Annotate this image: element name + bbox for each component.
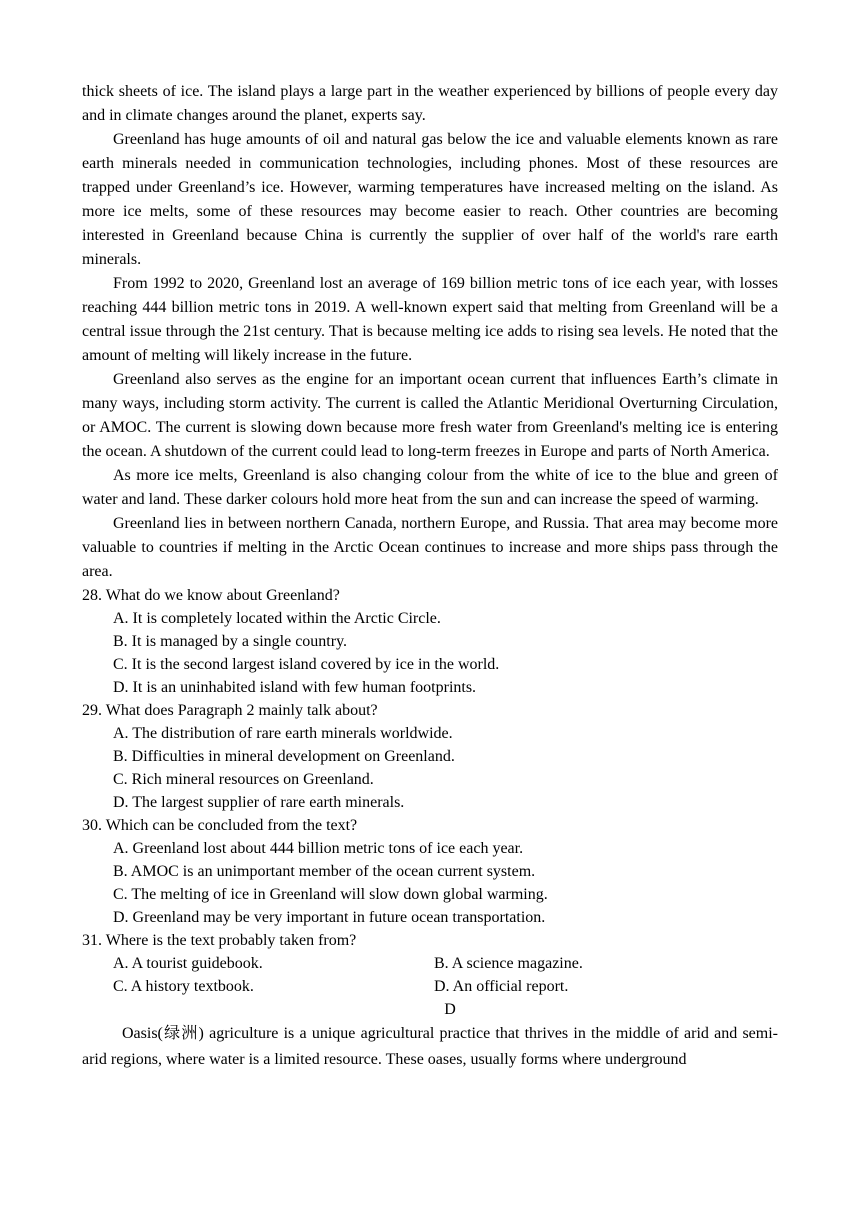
option-c: C. The melting of ice in Greenland will slow down global warming. [113,886,548,903]
option-a: A. It is completely located within the Arctic Circle. [113,610,441,627]
question-stem: 31. Where is the text probably taken from? [82,932,357,949]
question-stem: 30. Which can be concluded from the text? [82,817,358,834]
option-d: D. It is an uninhabited island with few human footprints. [113,679,477,696]
paragraph-location: Greenland lies in between northern Canada, northern Europe, and Russia. That area may become more valuable to countries if melting in the Arctic Ocean continues to increase and more ships pass through the area. [82,515,778,580]
paragraph-continuation: thick sheets of ice. The island plays a large part in the weather experienced by billions of people every day and in climate changes around the planet, experts say. [82,83,778,124]
question-28 [82,584,778,699]
section-letter: D [444,1001,456,1018]
option-b: B. It is managed by a single country. [113,633,348,650]
option-c: C. Rich mineral resources on Greenland. [113,771,374,788]
question-31 [82,929,778,998]
passage-d [82,998,778,1073]
question-29 [82,699,778,814]
paragraph-resources: Greenland has huge amounts of oil and natural gas below the ice and valuable elements known as rare earth minerals needed in communication technologies, including phones. Most of these resources are trapped under Greenland’s ice. However, warming temperatures have increased melting on the island. As more ice melts, some of these resources may become easier to reach. Other countries are becoming interested in Greenland because China is currently the supplier of over half of the world's rare earth minerals. [82,131,778,268]
option-b: B. Difficulties in mineral development on Greenland. [113,748,455,765]
option-d: D. An official report. [434,978,569,995]
exam-page [82,80,778,1073]
option-d: D. The largest supplier of rare earth minerals. [113,794,405,811]
option-c: C. It is the second largest island covered by ice in the world. [113,656,500,673]
paragraph-colour: As more ice melts, Greenland is also changing colour from the white of ice to the blue and green of water and land. These darker colours hold more heat from the sun and can increase the speed of warming. [82,467,778,508]
option-a: A. A tourist guidebook. [113,955,263,972]
passage-c [82,80,778,584]
question-stem: 29. What does Paragraph 2 mainly talk about? [82,702,378,719]
options-row-2 [82,975,778,998]
options-row-1 [82,952,778,975]
option-c: C. A history textbook. [113,978,254,995]
option-a: A. Greenland lost about 444 billion metric tons of ice each year. [113,840,524,857]
option-a: A. The distribution of rare earth minerals worldwide. [113,725,453,742]
option-d: D. Greenland may be very important in future ocean transportation. [113,909,546,926]
option-b: B. AMOC is an unimportant member of the ocean current system. [113,863,536,880]
paragraph-ice-loss: From 1992 to 2020, Greenland lost an average of 169 billion metric tons of ice each year, with losses reaching 444 billion metric tons in 2019. A well-known expert said that melting from Greenland will be a central issue through the 21st century. That is because melting ice adds to rising sea levels. He noted that the amount of melting will likely increase in the future. [82,275,778,364]
question-30 [82,814,778,929]
question-stem: 28. What do we know about Greenland? [82,587,340,604]
paragraph-amoc: Greenland also serves as the engine for an important ocean current that influences Earth’s climate in many ways, including storm activity. The current is called the Atlantic Meridional Overturning Circulation, or AMOC. The current is slowing down because more fresh water from Greenland's melting ice is entering the ocean. A shutdown of the current could lead to long-term freezes in Europe and parts of North America. [82,371,778,460]
paragraph-oasis: Oasis(绿洲) agriculture is a unique agricultural practice that thrives in the middle of arid and semi-arid regions, where water is a limited resource. These oases, usually forms where underground [82,1025,778,1068]
option-b: B. A science magazine. [434,955,583,972]
